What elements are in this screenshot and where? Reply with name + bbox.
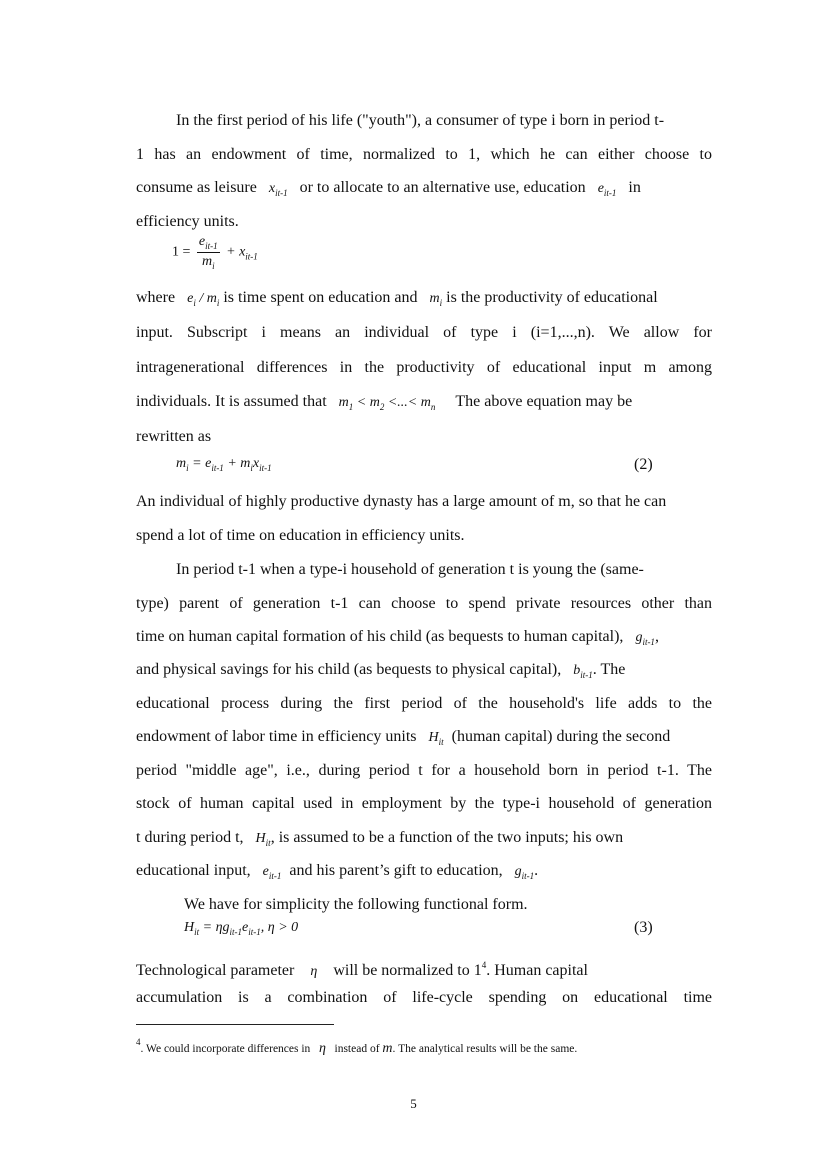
paragraph-1-line-2: 1 has an endowment of time, normalized to 1, which he can either choose to [136,146,712,163]
paragraph-4-line-4: and physical savings for his child (as bequests to physical capital), $b_{it-1}$. The [136,661,626,680]
footnote-4: $^4$. We could incorporate differences in η instead of m. The analytical results will be the same. [136,1037,578,1056]
equation-1-fraction: $\frac{e_{it-1}}{m_i}$ [198,234,218,271]
symbol-e-over-m: $e_i / m_i$ [187,291,220,308]
paragraph-2-line-1: where $e_i / m_i$ is time spent on education and $m_i$ is the productivity of educational [136,289,658,308]
paragraph-4-line-7: period "middle age", i.e., during period t for a household born in period t-1. The [136,762,712,779]
symbol-m-ordering: $m_1 < m_2$ <...< $m_n$ [338,395,436,412]
paragraph-1-line-3: consume as leisure $x_{it-1}$ or to allocate to an alternative use, education $e_{it-1}$ in [136,179,641,198]
equation-3: $H_{it} = \eta g_{it-1}e_{it-1}$, η > 0 [184,920,299,937]
symbol-x-it-1: $x_{it-1}$ [268,181,288,198]
paragraph-4-line-5: educational process during the first period of the household's life adds to the [136,695,712,712]
symbol-e-it-1: $e_{it-1}$ [597,181,617,198]
equation-3-number: (3) [634,919,653,936]
symbol-g-it-1-b: $g_{it-1}$ [514,864,535,881]
symbol-H-it: $H_{it}$ [428,730,444,747]
symbol-m-i: $m_i$ [429,291,443,308]
paragraph-2-line-2: input. Subscript i means an individual of type i (i=1,...,n). We allow for [136,324,712,341]
paragraph-4-line-10: educational input, $e_{it-1}$ and his parent’s gift to education, $g_{it-1}$. [136,862,539,881]
paragraph-3-line-2: spend a lot of time on education in efficiency units. [136,527,465,544]
equation-1: 1 = $\frac{e_{it-1}}{m_i}$ + $x_{it-1}$ [172,234,258,271]
paragraph-4-line-1: In period t-1 when a type-i household of generation t is young the (same- [176,561,644,578]
paragraph-6-line-1: Technological parameter η will be normalized to $1^4$. Human capital [136,960,588,979]
footnote-marker-4: 4 [481,960,487,970]
equation-2-number: (2) [634,456,653,473]
equation-2: $m_i = e_{it-1} + m_ix_{it-1}$ [176,456,272,473]
paragraph-4-line-3: time on human capital formation of his child (as bequests to human capital), $g_{it-1}$, [136,628,659,647]
paragraph-4-line-9: t during period t, $H_{it}$, is assumed to be a function of the two inputs; his own [136,829,624,848]
footnote-divider [136,1024,334,1025]
paragraph-1-line-4: efficiency units. [136,213,239,230]
symbol-g-it-1: $g_{it-1}$ [635,630,655,647]
symbol-e-it-1-b: $e_{it-1}$ [262,864,282,881]
paragraph-4-line-2: type) parent of generation t-1 can choose to spend private resources other than [136,595,712,612]
paragraph-2-line-3: intragenerational differences in the productivity of educational input m among [136,359,712,376]
paragraph-4-line-8: stock of human capital used in employment by the type-i household of generation [136,795,712,812]
paragraph-3-line-1: An individual of highly productive dynasty has a large amount of m, so that he can [136,493,667,510]
symbol-H-it-2: $H_{it}$ [255,831,271,848]
symbol-eta: η [310,964,318,979]
paragraph-2-line-4: individuals. It is assumed that $m_1 < m_2$ <...< $m_n$ The above equation may be [136,393,633,412]
paragraph-5-line-1: We have for simplicity the following functional form. [184,896,528,913]
paragraph-6-line-2: accumulation is a combination of life-cycle spending on educational time [136,989,712,1006]
paragraph-4-line-6: endowment of labor time in efficiency units $H_{it}$ (human capital) during the second [136,728,671,747]
paragraph-1-line-1: In the first period of his life ("youth"), a consumer of type i born in period t- [176,112,665,129]
symbol-b-it-1: $b_{it-1}$ [573,663,593,680]
paragraph-2-line-5: rewritten as [136,428,212,445]
page-number: 5 [410,1096,417,1111]
